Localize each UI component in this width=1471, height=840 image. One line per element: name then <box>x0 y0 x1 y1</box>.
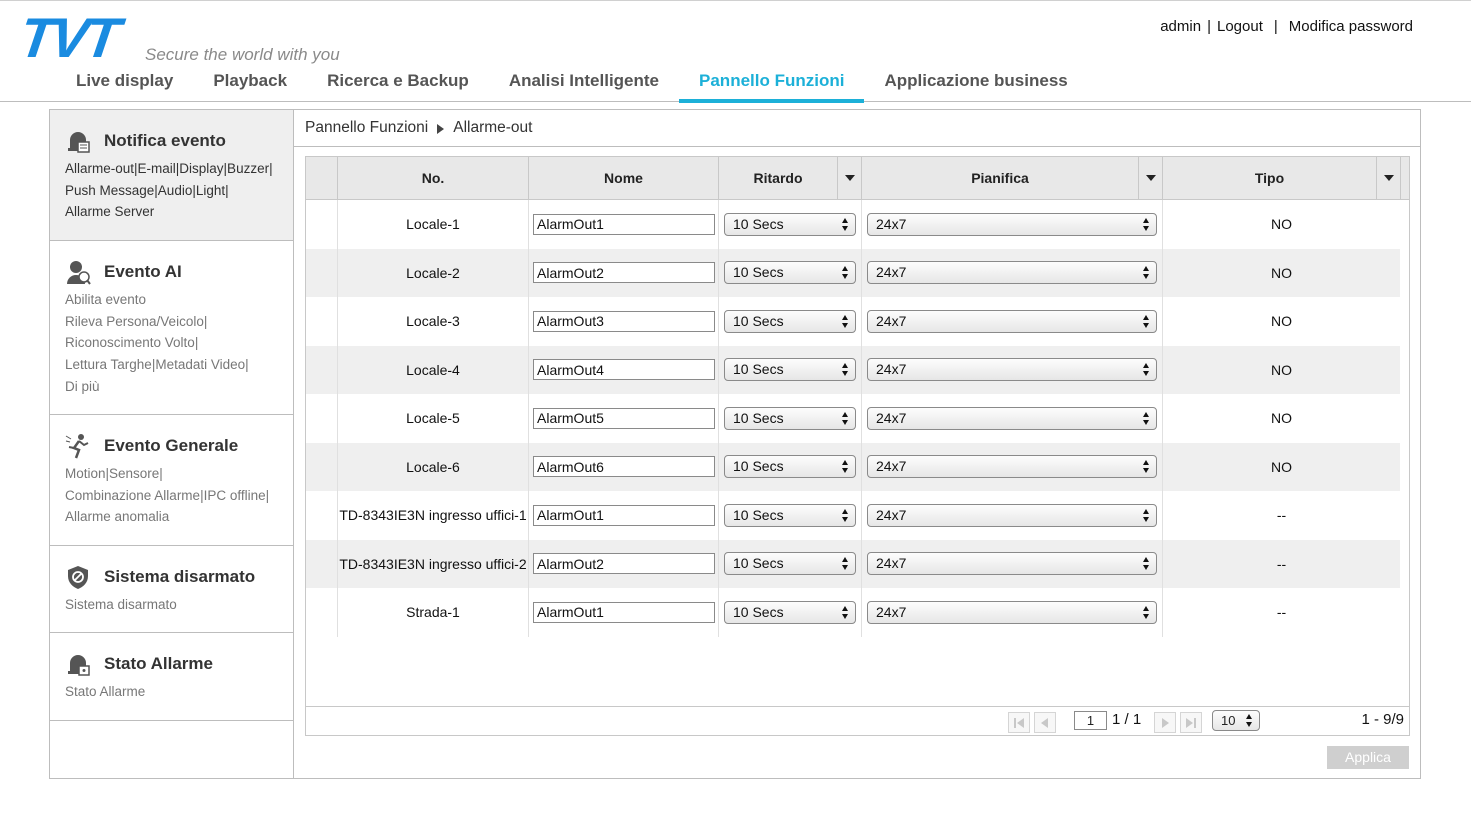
header-schedule: Pianifica <box>862 157 1163 199</box>
type-dropdown-icon[interactable] <box>1376 157 1400 199</box>
schedule-cell <box>862 443 1163 492</box>
row-blank-cell <box>306 588 338 637</box>
delay-dropdown-icon[interactable] <box>837 157 861 199</box>
delay-select[interactable] <box>724 310 856 333</box>
nav-tab-playback[interactable]: Playback <box>213 71 288 90</box>
next-page-icon[interactable] <box>1154 712 1176 733</box>
select-arrows-icon <box>1143 218 1150 231</box>
logout-link[interactable]: Logout <box>1216 18 1263 35</box>
schedule-select[interactable] <box>867 552 1157 575</box>
select-arrows-icon <box>1143 363 1150 376</box>
page-number-input[interactable]: 1 <box>1074 711 1107 730</box>
select-arrows-icon <box>1143 266 1150 279</box>
nav-tab-ricerca-e-backup[interactable]: Ricerca e Backup <box>327 71 469 90</box>
nav-tab-pannello-funzioni[interactable]: Pannello Funzioni <box>679 69 864 103</box>
alarm-name-cell <box>529 200 719 249</box>
row-blank-cell <box>306 443 338 492</box>
alarm-name-input[interactable] <box>533 311 715 332</box>
alarm-name-input[interactable] <box>533 359 715 380</box>
header-name: Nome <box>529 157 719 199</box>
sidebar-section-title: Evento AI <box>104 262 182 281</box>
sidebar-section-title: Notifica evento <box>104 131 226 150</box>
breadcrumb-root[interactable]: Pannello Funzioni <box>305 119 429 136</box>
row-blank-cell <box>306 491 338 540</box>
sidebar-link[interactable]: Motion|Sensore| <box>65 466 163 481</box>
row-blank-cell <box>306 540 338 589</box>
delay-select[interactable] <box>724 552 856 575</box>
schedule-select[interactable] <box>867 601 1157 624</box>
delay-value: 10 Secs <box>733 215 784 232</box>
table-body <box>306 200 1400 637</box>
change-password-link[interactable]: Modifica password <box>1288 18 1413 35</box>
sidebar-link[interactable]: Allarme anomalia <box>65 509 170 525</box>
sidebar-link[interactable]: Di più <box>65 378 100 394</box>
breadcrumb-arrow-icon <box>437 124 444 134</box>
type-cell: NO <box>1271 361 1292 378</box>
delay-value: 10 Secs <box>733 555 784 572</box>
sidebar-section-evento-ai <box>50 241 293 415</box>
table-row <box>306 394 1400 443</box>
nav-tab-applicazione-business[interactable]: Applicazione business <box>884 71 1068 90</box>
type-cell: -- <box>1276 604 1287 621</box>
shield-icon <box>65 564 91 590</box>
select-arrows-icon <box>1143 557 1150 570</box>
alarm-name-cell <box>529 394 719 443</box>
alarm-name-input[interactable] <box>533 262 715 283</box>
first-page-icon[interactable] <box>1008 712 1030 733</box>
type-cell: NO <box>1271 458 1292 475</box>
select-arrows-icon <box>842 218 849 231</box>
select-arrows-icon <box>842 460 849 473</box>
schedule-select[interactable] <box>867 261 1157 284</box>
sidebar-section-header[interactable] <box>65 651 293 677</box>
sidebar-section-header[interactable] <box>65 259 293 285</box>
schedule-cell <box>862 346 1163 395</box>
schedule-dropdown-icon[interactable] <box>1138 157 1162 199</box>
delay-cell <box>719 540 862 589</box>
delay-select[interactable] <box>724 601 856 624</box>
delay-select[interactable] <box>724 213 856 236</box>
alarm-no-cell: Locale-5 <box>338 394 529 443</box>
page-total: 1 / 1 <box>1112 711 1142 728</box>
sidebar-link[interactable]: Push Message|Audio|Light| <box>65 182 229 198</box>
delay-cell <box>719 297 862 346</box>
logo-mark: TVT <box>15 6 122 69</box>
schedule-cell <box>862 491 1163 540</box>
sidebar-link[interactable]: Combinazione Allarme|IPC offline| <box>65 487 270 503</box>
schedule-select[interactable] <box>867 504 1157 527</box>
table-row <box>306 346 1400 395</box>
select-arrows-icon <box>1143 606 1150 619</box>
schedule-cell <box>862 588 1163 637</box>
delay-select[interactable] <box>724 504 856 527</box>
schedule-select[interactable] <box>867 358 1157 381</box>
schedule-value: 24x7 <box>876 215 907 232</box>
separator: | <box>1207 18 1211 35</box>
ai-person-icon <box>65 259 91 285</box>
sidebar-link[interactable]: Allarme Server <box>65 204 155 220</box>
sidebar-section-header[interactable] <box>65 564 293 590</box>
schedule-cell <box>862 297 1163 346</box>
alarm-name-cell <box>529 588 719 637</box>
sidebar-link[interactable]: Lettura Targhe|Metadati Video| <box>65 357 249 373</box>
delay-select[interactable] <box>724 261 856 284</box>
type-cell: NO <box>1271 410 1292 427</box>
logo-slogan: Secure the world with you <box>145 45 340 64</box>
select-arrows-icon <box>842 266 849 279</box>
alarm-no-cell: Locale-6 <box>338 443 529 492</box>
delay-value: 10 Secs <box>733 361 784 378</box>
sidebar-section-links <box>65 463 293 528</box>
table-row <box>306 540 1400 589</box>
schedule-select[interactable] <box>867 455 1157 478</box>
delay-select[interactable] <box>724 455 856 478</box>
top-header <box>0 0 1471 102</box>
table-row <box>306 588 1400 637</box>
type-cell: -- <box>1276 555 1287 572</box>
page-size-value: 10 <box>1221 713 1236 728</box>
sidebar-section-links <box>65 594 293 616</box>
alarm-status-icon <box>65 651 91 677</box>
sidebar-link[interactable]: Abilita evento <box>65 292 147 307</box>
schedule-value: 24x7 <box>876 555 907 572</box>
main-frame <box>49 109 1421 779</box>
alarm-name-input[interactable] <box>533 408 715 429</box>
type-cell: NO <box>1271 216 1292 233</box>
sidebar-link[interactable]: Riconoscimento Volto| <box>65 335 199 351</box>
type-cell: NO <box>1271 313 1292 330</box>
schedule-cell <box>862 540 1163 589</box>
user-links <box>1160 18 1413 35</box>
sidebar-section-links <box>65 681 293 703</box>
row-blank-cell <box>306 297 338 346</box>
sidebar-link[interactable]: Stato Allarme <box>65 684 146 699</box>
schedule-value: 24x7 <box>876 458 907 475</box>
alarm-no-cell: Strada-1 <box>338 588 529 637</box>
notification-icon <box>65 128 91 154</box>
table-row <box>306 200 1400 249</box>
schedule-select[interactable] <box>867 310 1157 333</box>
delay-cell <box>719 491 862 540</box>
alarm-name-cell <box>529 540 719 589</box>
alarm-name-input[interactable] <box>533 214 715 235</box>
sidebar-section-evento-generale <box>50 415 293 546</box>
nav-tab-analisi-intelligente[interactable]: Analisi Intelligente <box>508 71 660 90</box>
sidebar-section-title: Stato Allarme <box>104 654 213 673</box>
table-row <box>306 249 1400 298</box>
schedule-value: 24x7 <box>876 312 907 329</box>
sidebar-section-title: Sistema disarmato <box>104 567 256 586</box>
schedule-value: 24x7 <box>876 264 907 281</box>
delay-cell <box>719 346 862 395</box>
sidebar-link[interactable]: Sistema disarmato <box>65 597 177 612</box>
row-blank-cell <box>306 346 338 395</box>
header-type: Tipo <box>1163 157 1401 199</box>
type-cell: -- <box>1276 507 1287 524</box>
select-arrows-icon <box>1143 509 1150 522</box>
row-blank-cell <box>306 249 338 298</box>
select-arrows-icon <box>842 412 849 425</box>
alarm-no-cell: Locale-1 <box>338 200 529 249</box>
alarm-name-input[interactable] <box>533 456 715 477</box>
select-arrows-icon <box>842 606 849 619</box>
alarm-name-input[interactable] <box>533 602 715 623</box>
table-row <box>306 297 1400 346</box>
delay-cell <box>719 394 862 443</box>
sidebar-section-header[interactable] <box>65 433 293 459</box>
schedule-select[interactable] <box>867 407 1157 430</box>
table-row <box>306 443 1400 492</box>
delay-value: 10 Secs <box>733 409 784 426</box>
delay-value: 10 Secs <box>733 458 784 475</box>
alarm-no-cell: TD-8343IE3N ingresso uffici-1 <box>338 491 529 540</box>
schedule-value: 24x7 <box>876 361 907 378</box>
select-arrows-icon <box>1143 460 1150 473</box>
breadcrumb <box>294 110 1420 147</box>
select-arrows-icon <box>1143 315 1150 328</box>
alarm-name-cell <box>529 249 719 298</box>
sidebar-section-title: Evento Generale <box>104 436 239 455</box>
row-blank-cell <box>306 200 338 249</box>
alarm-name-cell <box>529 443 719 492</box>
username-label: admin <box>1160 18 1202 35</box>
alarm-name-cell <box>529 491 719 540</box>
alarm-no-cell: Locale-3 <box>338 297 529 346</box>
schedule-value: 24x7 <box>876 506 907 523</box>
apply-button[interactable]: Applica <box>1327 746 1409 769</box>
last-page-icon[interactable] <box>1180 712 1202 733</box>
sidebar-link[interactable]: Allarme-out|E-mail|Display|Buzzer| <box>65 161 273 176</box>
delay-cell <box>719 200 862 249</box>
prev-page-icon[interactable] <box>1034 712 1056 733</box>
main-nav <box>56 69 1088 103</box>
select-arrows-icon <box>1246 714 1253 727</box>
table-row <box>306 491 1400 540</box>
sidebar-section-stato-allarme <box>50 633 293 721</box>
select-arrows-icon <box>842 363 849 376</box>
header-delay: Ritardo <box>719 157 862 199</box>
pagination-bar <box>306 706 1409 735</box>
breadcrumb-current: Allarme-out <box>453 119 533 136</box>
alarm-no-cell: Locale-2 <box>338 249 529 298</box>
select-arrows-icon <box>842 315 849 328</box>
table-header <box>306 157 1409 200</box>
motion-icon <box>65 433 91 459</box>
schedule-value: 24x7 <box>876 409 907 426</box>
delay-value: 10 Secs <box>733 603 784 620</box>
select-arrows-icon <box>842 557 849 570</box>
delay-value: 10 Secs <box>733 312 784 329</box>
select-arrows-icon <box>1143 412 1150 425</box>
alarm-no-cell: TD-8343IE3N ingresso uffici-2 <box>338 540 529 589</box>
delay-cell <box>719 588 862 637</box>
record-range: 1 - 9/9 <box>1361 711 1404 728</box>
schedule-value: 24x7 <box>876 603 907 620</box>
tvt-logo <box>15 6 350 69</box>
sidebar-section-links <box>65 158 293 223</box>
alarm-out-table <box>305 156 1410 736</box>
header-no: No. <box>338 157 529 199</box>
delay-cell <box>719 443 862 492</box>
alarm-no-cell: Locale-4 <box>338 346 529 395</box>
type-cell: NO <box>1271 264 1292 281</box>
schedule-select[interactable] <box>867 213 1157 236</box>
sidebar <box>50 110 294 778</box>
separator: | <box>1273 18 1278 35</box>
alarm-name-input[interactable] <box>533 553 715 574</box>
nav-tab-live-display[interactable]: Live display <box>76 71 174 90</box>
sidebar-section-links <box>65 289 293 398</box>
alarm-name-input[interactable] <box>533 505 715 526</box>
schedule-cell <box>862 394 1163 443</box>
schedule-cell <box>862 200 1163 249</box>
select-arrows-icon <box>842 509 849 522</box>
header-blank <box>306 157 338 199</box>
delay-value: 10 Secs <box>733 264 784 281</box>
delay-select[interactable] <box>724 358 856 381</box>
sidebar-link[interactable]: Rileva Persona/Veicolo| <box>65 313 208 329</box>
alarm-name-cell <box>529 297 719 346</box>
delay-cell <box>719 249 862 298</box>
content-area <box>294 110 1420 778</box>
alarm-name-cell <box>529 346 719 395</box>
page-size-select[interactable] <box>1212 710 1260 731</box>
sidebar-section-notifica-evento <box>50 110 293 241</box>
row-blank-cell <box>306 394 338 443</box>
delay-select[interactable] <box>724 407 856 430</box>
sidebar-section-sistema-disarmato <box>50 546 293 633</box>
sidebar-section-header[interactable] <box>65 128 293 154</box>
delay-value: 10 Secs <box>733 506 784 523</box>
schedule-cell <box>862 249 1163 298</box>
